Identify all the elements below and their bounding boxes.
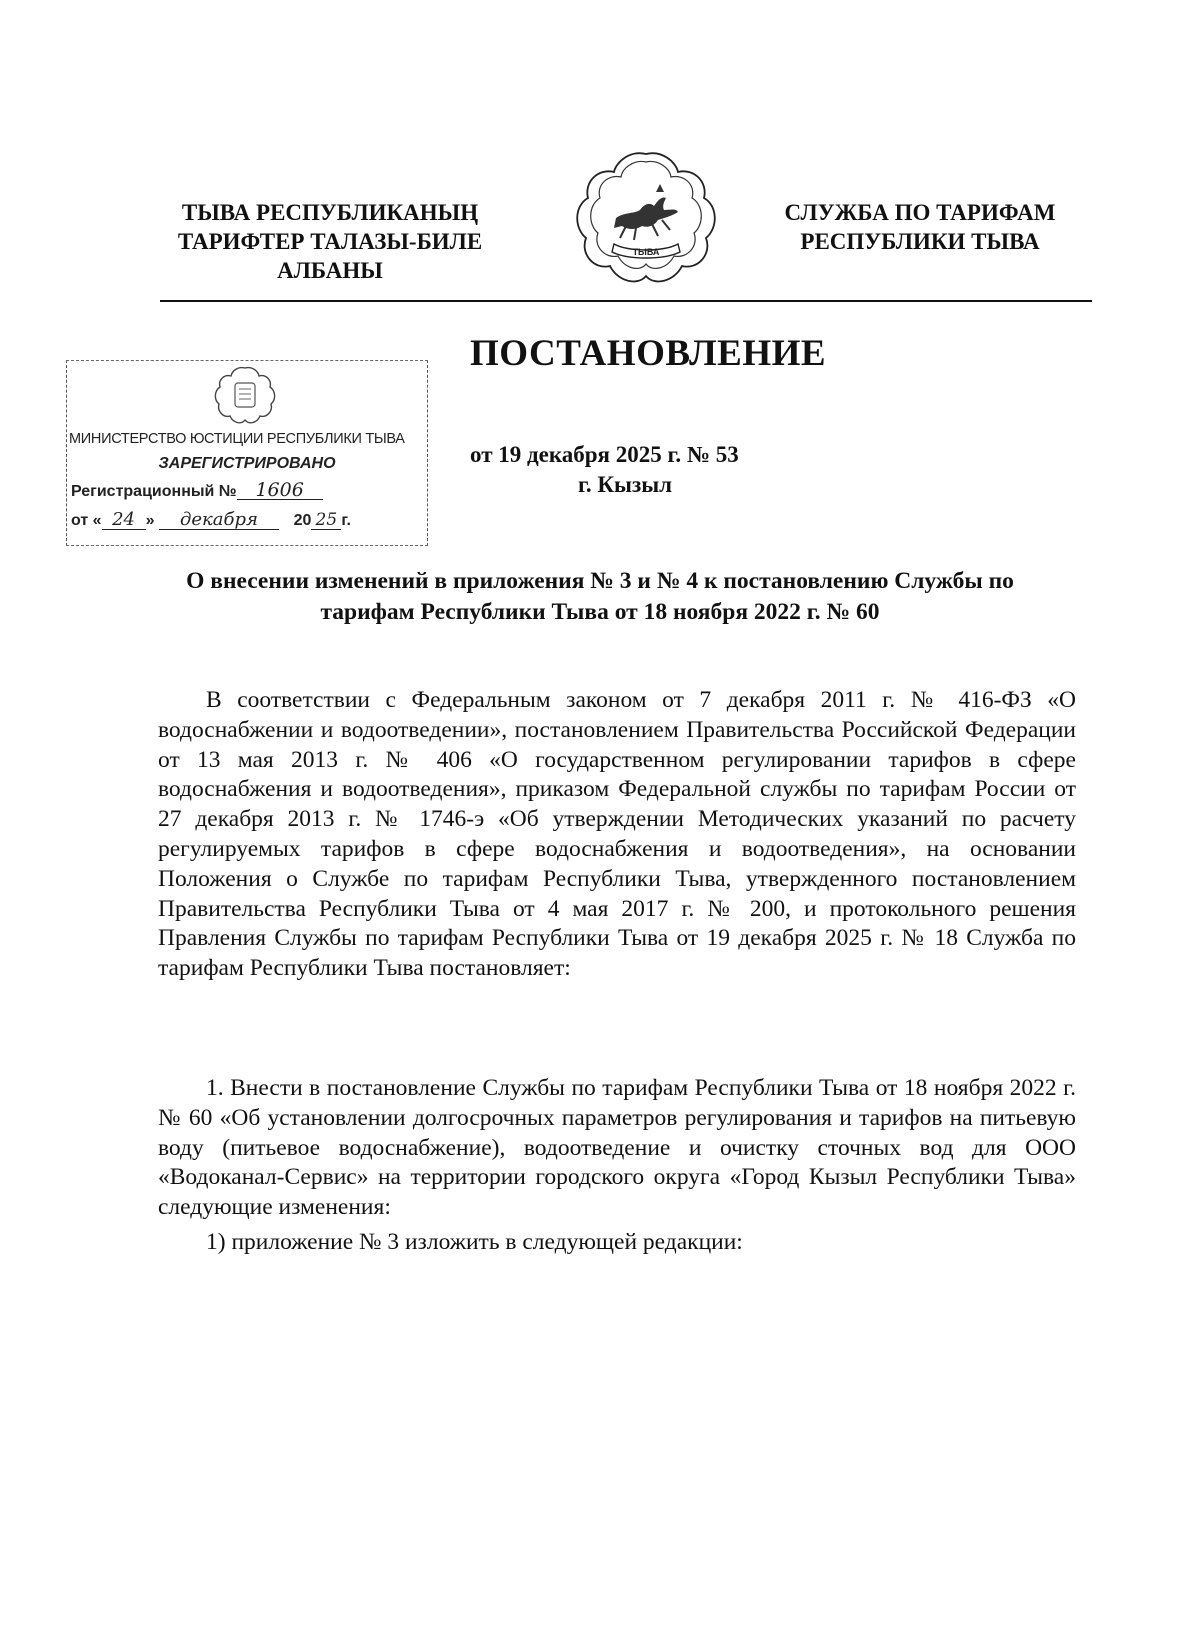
body-paragraph-preamble: В соответствии с Федеральным законом от 7 декабря 2011 г. № 416-ФЗ «О водоснабжении и водоотведении», постановлением Правительства Российской Федерации от 13 мая 2013 г. № 406 «О государственном регулировании тарифов в сфере водоснабжения и водоотведения», приказом Федеральной службы по тарифам России от 27 декабря 2013 г. № 1746-э «Об утверждении Методических указаний по расчету регулируемых тарифов в сфере водоснабжения и водоотведения», на основании Положения о Службе по тарифам Республики Тыва, утвержденного постановлением Правительства Республики Тыва от 4 мая 2017 г. № 200, и протокольного решения Правления Службы по тарифам Республики Тыва от 19 декабря 2025 г. № 18 Служба по тарифам Республики Тыва постановляет: bbox=[158, 687, 1076, 982]
emblem-ribbon-text: ТЫВА bbox=[632, 247, 660, 257]
body-paragraph-item1: 1. Внести в постановление Службы по тарифам Республики Тыва от 18 ноября 2022 г. № 60 «Об установлении долгосрочных параметров регулирования и тарифов на питьевую воду (питьевое водоснабжение), водоотведение и очистку сточных вод для ООО «Водоканал-Сервис» на территории городского округа «Город Кызыл Республики Тыва» следующие изменения: bbox=[158, 1075, 1076, 1221]
document-title: ПОСТАНОВЛЕНИЕ bbox=[470, 333, 827, 374]
right-org-line1: СЛУЖБА ПО ТАРИФАМ bbox=[784, 200, 1056, 225]
stamp-date-prefix: от « bbox=[71, 512, 102, 529]
document-date-number: от 19 декабря 2025 г. № 53 bbox=[470, 442, 739, 467]
subject-line2: тарифам Республики Тыва от 18 ноября 2022 г. № 60 bbox=[320, 599, 880, 625]
stamp-ministry: МИНИСТЕРСТВО ЮСТИЦИИ РЕСПУБЛИКИ ТЫВА bbox=[69, 431, 405, 447]
stamp-day: 24 bbox=[102, 511, 146, 530]
header-divider bbox=[160, 300, 1092, 302]
left-org-line1: ТЫВА РЕСПУБЛИКАНЫҢ bbox=[181, 200, 479, 225]
right-org-line2: РЕСПУБЛИКИ ТЫВА bbox=[800, 229, 1040, 254]
left-org-line3: АЛБАНЫ bbox=[277, 258, 383, 283]
stamp-year-end: г. bbox=[341, 512, 351, 529]
right-org-name bbox=[770, 198, 1070, 256]
stamp-month: декабря bbox=[159, 511, 279, 530]
document-place: г. Кызыл bbox=[578, 472, 673, 497]
stamp-reg-label: Регистрационный № bbox=[71, 483, 237, 500]
left-org-line2: ТАРИФТЕР ТАЛАЗЫ-БИЛЕ bbox=[177, 229, 483, 254]
registration-stamp bbox=[66, 360, 428, 546]
stamp-emblem-icon bbox=[213, 365, 277, 425]
document-subject bbox=[130, 566, 1070, 628]
stamp-year-prefix: 20 bbox=[293, 512, 312, 529]
left-org-name bbox=[150, 198, 510, 285]
stamp-reg-number: 1606 bbox=[237, 481, 323, 500]
stamp-quote-close: » bbox=[145, 512, 155, 529]
stamp-date-row bbox=[71, 511, 431, 530]
stamp-status: ЗАРЕГИСТРИРОВАНО bbox=[158, 455, 336, 472]
stamp-year-suffix: 25 bbox=[311, 511, 341, 530]
stamp-reg-row bbox=[71, 481, 431, 501]
coat-of-arms-emblem bbox=[566, 148, 726, 288]
subject-line1: О внесении изменений в приложения № 3 и № 4 к постановлению Службы по bbox=[186, 568, 1014, 594]
body-paragraph-subitem1: 1) приложение № 3 изложить в следующей редакции: bbox=[206, 1229, 743, 1255]
